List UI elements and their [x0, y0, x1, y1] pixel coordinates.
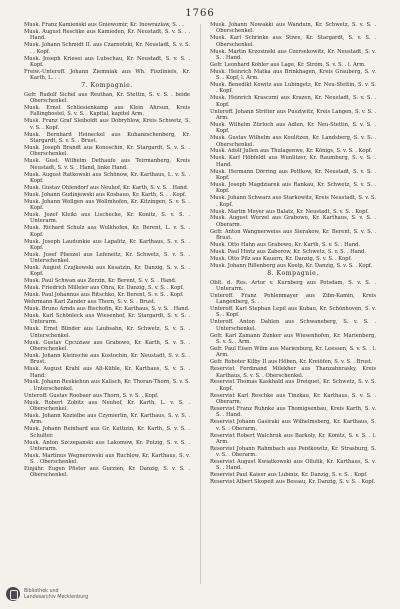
casualty-entry: Gefr. Paul Eisen Wilm aus Marienburg, Kr. Leessen, S. v. S. . l. Arm.	[210, 345, 376, 359]
casualty-entry: Unteroff. Gustav Roebaer aus Thorn, S. v. S. . Kopf.	[24, 392, 159, 399]
casualty-entry: Musk. August Reschke aus Kamieden, Kr. Neustadt, S. v. S. . . Hand.	[24, 28, 190, 42]
casualty-entry: Musk. Johann Schwarz aus Starkowitz, Kreis Neustadt, S. v. S. . Kopf.	[210, 195, 376, 208]
casualty-entry: Gefr. Leonhard Kohler aus Lage, Kr. Strom, S. v. S. . l. Arm.	[210, 61, 366, 68]
casualty-entry: Musk. Heinrich Matka aus Brinkhagen, Kreis Grauberg, S. v. S. . Kopf, l. Arm.	[210, 68, 376, 82]
casualty-entry: Unteroff. Anton Dahlen aus Schwaneberg, S. v. S. . Unterschenkel.	[210, 319, 376, 332]
casualty-entry: Musk. Anton Szczepanski aus Lakomow, Kr. Putzig, S. v. S. . Unterarm.	[24, 439, 190, 452]
casualty-entry: Musk. Josef Plieszel aus Lefeneitz, Kr. Schwetz, S. v. S. . Unterschenkel.	[24, 251, 190, 265]
casualty-entry: Unteroff. Franz Pohlenmayer aus Zibn-Kamin, Kreis Langenberg, S. . .	[210, 292, 376, 306]
section-heading: 8. Kompagnie.	[267, 270, 319, 278]
casualty-entry: Musk. August Krahl aus Alt-Kühle, Kr. Karthaus, S. v. S. . Hand.	[24, 366, 190, 379]
casualty-entry: Musk. Karl Schönleck aus Wiesenhof, Kr. Stargardt, S. v. S. . Unterarm.	[24, 313, 190, 326]
casualty-entry: Musk. August Wurzel aus Grabowo, Kr. Karthaus, S. v. S. . Oberarm.	[210, 215, 376, 228]
page-number: 1766	[185, 8, 215, 19]
casualty-entry: Musk. Franz Kamienski aus Gniewomir, Kr. Inowrazlaw, S. . .	[24, 22, 184, 28]
casualty-entry: Musk. Paul Schwan aus Zerzin, Kr. Berent, S. v. S. . Hand.	[24, 278, 177, 285]
left-column	[24, 22, 190, 479]
casualty-entry: Musk. Martinus Wegnerowski aus Ruchlow, Kr. Karthaus, S. v. S. . Oberschenkel.	[24, 452, 190, 466]
casualty-entry: Musk. Robert Zobitz aus Neuhof, Kr. Karth, L. v. S. . Oberschenkel.	[24, 399, 190, 412]
casualty-entry: Musk. Benedikt Kowitz aus Lubingetz, Kr. Neu-Stettin, S. v. S. . Kopf.	[210, 82, 376, 95]
casualty-entry: Gefr. Rudolf Sichel aus Reuthan, Kr. Stettin, S. v. S. . beide Oberschenkel.	[24, 91, 190, 105]
casualty-entry: Reservist Ferdinand Milekher aus Thanzahnrasky, Kreis Karthaus, S. v. S. . Oberschenkel.	[210, 366, 376, 379]
casualty-entry: Unteroff. Johann Stritter aus Pusztwitz, Kreis Langen, S. v. S. . Arm.	[210, 108, 376, 121]
section-heading: 7. Kompagnie.	[81, 82, 133, 90]
casualty-entry: Musk. Joseph Kriesei aus Lubschau, Kr. Neustadt, S. v. S. . Kopf.	[24, 55, 190, 68]
casualty-entry: Reservist Karl Reschke aus Tinzkau, Kr. Karthaus, S. v. S. . Oberarm.	[210, 392, 376, 406]
casualty-entry: Reservist Johann Rahmbach aus Pentkowitz, Kr. Strasburg, S. v. S. . Oberarm.	[210, 445, 376, 459]
casualty-entry: Musk. Wilhelm Zürloch aus Adlen, Kr. Neu-Stettin, S. v. S. . Kopf.	[210, 121, 376, 135]
casualty-entry: Unteroff. Karl Stephan Lepil aus Kubau, Kr. Schönhoven, S. v. S. . Kopf.	[210, 306, 376, 319]
casualty-entry: Musk. Johann Gudinjewski aus Kosbauo, Kr. Karth, S. . . Kopf.	[24, 191, 187, 198]
footer-institution-line1: Bibliothek und	[24, 589, 59, 594]
casualty-entry: Reservist Thomas Kaskhald aus Dreiquet, Kr. Schwetz, S. v. S. . Kopf.	[210, 379, 376, 392]
casualty-entry: Reservist Franz Ruhnke aus Thomigsenbau, Kreis Karth, S. v. S. . Hand.	[210, 406, 376, 419]
casualty-entry: Musk. Ernst Schliesienkamp aus Klein Ahrsun, Kreis Fallingbostel, S. v. S. . Kapital, kapitel Arm.	[24, 105, 190, 118]
casualty-entry: Musk. Hermann Dörring aus Pettkow, Kr. Neustadt, S. v. S. . Kopf.	[210, 168, 376, 182]
casualty-entry: Musk. Martin Krzosinski aus Czersekowitz, Kr. Neustadt, S. v. S. . Hand.	[210, 48, 376, 61]
casualty-entry: Musk. Karl Schrinke aus Stiwe, Kr. Stargardt, S. v. S. . Oberschenkel.	[210, 35, 376, 48]
casualty-entry: Musk. Franz Graf Sleiboldt aus Dobryhlow, Kreis Schwetz, S. v. S. . Kopf.	[24, 118, 190, 131]
casualty-entry: Musk. Martin Meyer aus Balatz, Kr. Neustadt, S. v. S. . Kopf.	[210, 208, 369, 215]
casualty-entry: Gefr. Anton Wangnerweiss aus Sierakow, Kr. Berent, S. v. S. . Brust.	[210, 228, 376, 242]
casualty-entry: Musk. Joseph Laudunkie aus Lapalitz, Kr. Karthaus, S. v. S. . Kopf.	[24, 238, 190, 251]
casualty-entry: Musk. Paul Johannus aus Ritschko, Kr. Berent, S. v. S. . Kopf.	[24, 292, 184, 299]
casualty-entry: Oblt. d. Res. Artur v. Kurnberg aus Potsdam, S. v. S. . Unterarm.	[210, 279, 376, 292]
footer-institution-line2: Landesarchiv Mecklenburg	[24, 595, 89, 600]
casualty-entry: Musk. Paul Hintz aus Zaborow, Kr. Schwetz, S. v. S. . Hand.	[210, 248, 367, 255]
casualty-entry: Musk. August Czujkowski aus Kesatzin, Kr. Danzig, S. v. S. . Kopf.	[24, 265, 190, 278]
casualty-entry: Musk. Gustav Cpcuziaw aus Grabowo, Kr. Karth, S. v. S. . Oberschenkel.	[24, 339, 190, 352]
casualty-entry: Musk. Adolf Jullen aus Thulagenwe, Kr. Königs, S. v. S. . Kopf.	[210, 148, 373, 155]
casualty-entry: Freiw.-Unteroff. Johann Ziemniak aus Wh. Fiszliniels, Kr. Karth, L. . .	[24, 68, 190, 82]
casualty-entry: Musk. Karl Höbfeldt aus Wunlitzer, Kr. Raumburg, S. v. S. . Hand.	[210, 155, 376, 168]
casualty-entry: Musk. Joseph Magdziarek aus Rankau, Kr. Schwetz, S. v. S. . Kopf.	[210, 181, 376, 195]
library-logo-icon	[6, 587, 20, 601]
casualty-entry: Musk. Gust. Wilhelm Dethaufe aus Teirmanberg, Kreis Neustadt, S. v. S. . Hand, linke Hand.	[24, 158, 190, 171]
casualty-entry: Wehrmann Karl Zander aus Thorn, S. v. S. . Brust.	[24, 299, 156, 306]
casualty-entry: Einjähr. Eugen Pfister aus Gurzien, Kr. Danzig, S. v. S. . Oberschenkel.	[24, 466, 190, 479]
casualty-entry: Musk. Gustav Wilhelm aus Koulitzen, Kr. Landsberg, S. v. S. . Oberschenkel.	[210, 135, 376, 148]
casualty-entry: Reservist Johann Gasiraki aus Wilhelmsberg, Kr. Karthaus, S. v. S. . Oberarm.	[210, 419, 376, 432]
column-divider	[200, 24, 201, 584]
casualty-entry: Musk. Joseph Brandt aus Konoschin, Kr. Stargardt, S. v. S. . Oberschenkel.	[24, 144, 190, 158]
casualty-entry: Musk. Otto Pilz aus Kauern, Kr. Danzig, S. v. S. . Kopf.	[210, 255, 352, 262]
casualty-entry: Musk. Jozef Kleiki aus Lischecke, Kr. Konitz, S. v. S. . Unterarm.	[24, 211, 190, 225]
casualty-entry: Musk. Bernhard Heineckel aus Kuhanzschenberg, Kr. Stargardt, S. v. S. . Brust.	[24, 131, 190, 144]
casualty-entry: Musk. Johann Nowakki aus Wanduin, Kr. Schwetz, S. v. S. . Oberschenkel.	[210, 22, 376, 35]
casualty-entry: Gefr. Roboter Kilby II aus Höben, Kr. Kreiöfen, S. v. S. . Brust.	[210, 359, 373, 366]
casualty-entry: Musk. Johann Reinhard aus Gr. Kattizin, Kr. Karth, S. v. S. . Schulter.	[24, 426, 190, 439]
casualty-entry: Musk. Johann Reskiehun aus Kalisch, Kr. Thoran-Thorn, S. v. S. . Unterschenkel.	[24, 379, 190, 392]
casualty-entry: Musk. Johann Wollgen aus Wollmhofen, Kr. Kitzingen, S. v. S. . Kopf.	[24, 198, 190, 211]
casualty-entry: Reservist Robert Walchruk aus Barkoly, Kr. Konitz, S. v. S. . l. Arm.	[210, 432, 376, 445]
casualty-entry: Musk. Richard Schulz aus Wulkhofen, Kr. Berent, L. v. S. . Kopf.	[24, 225, 190, 238]
casualty-entry: Reservist Paul Kaiser aus Lubiniz, Kr. Danzig, S. v. S. . Kopf.	[210, 472, 368, 479]
casualty-entry: Reservist Albert Skopeit aus Bessau, Kr. Danzig, S. v. S. . Kopf.	[210, 479, 375, 486]
casualty-entry: Musk. Gustav Ohlendorf aus Neuhof, Kr. Karth, S. v. S. . Hand.	[24, 184, 189, 191]
casualty-entry: Musk. Ernst Blinder aus Laubsahn, Kr. Schwetz, S. v. S. . Unterschenkel.	[24, 326, 190, 339]
casualty-entry: Gefr. Karl Zamann Zunker aus Wiesenhofen, Kr. Marienberg, S. v. S. . Arm.	[210, 332, 376, 345]
casualty-entry: Musk. August Ratkowski aus Schönow, Kr. Karthaus, L. v. S. . Kopf.	[24, 171, 190, 184]
casualty-entry: Musk. Johann Schmidt II. aus Czarnotzki, Kr. Neustadt, S. v. S. . . Kopf.	[24, 42, 190, 55]
casualty-entry: Musk. Otto Hahn aus Grabowo, Kr. Karth, S. v. S. . Hand.	[210, 242, 361, 249]
casualty-entry: Musk. Johann Kleinsche aus Kostochin, Kr. Neustadt, S. v. S. . Brust.	[24, 352, 190, 366]
casualty-entry: Musk. Heinrich Krasczmi aus Krazen, Kr. Neustadt, S. v. S. . Kopf.	[210, 95, 376, 108]
casualty-entry: Musk. Johann Rillenberg aus Koelp, Kr. Danzig, S. v. S. . Kopf.	[210, 262, 373, 269]
casualty-entry: Reservist August Kwiatkowski aus Ollulik, Kr. Karthaus, S. v. S. . Hand.	[210, 459, 376, 472]
casualty-entry: Musk. Bruno Arnds aus Bischofin, Kr. Karthaus, S. v. S. . Hand.	[24, 306, 190, 313]
casualty-entry: Musk. Friedrich Milleier aus Ohra, Kr. Danzig, S. v. S. . Kopf.	[24, 285, 184, 292]
casualty-entry: Musk. Johann Kozielbe aus Czymierlin, Kr. Karthaus, S. v. S. . Arm.	[24, 412, 190, 426]
right-column	[210, 22, 376, 486]
